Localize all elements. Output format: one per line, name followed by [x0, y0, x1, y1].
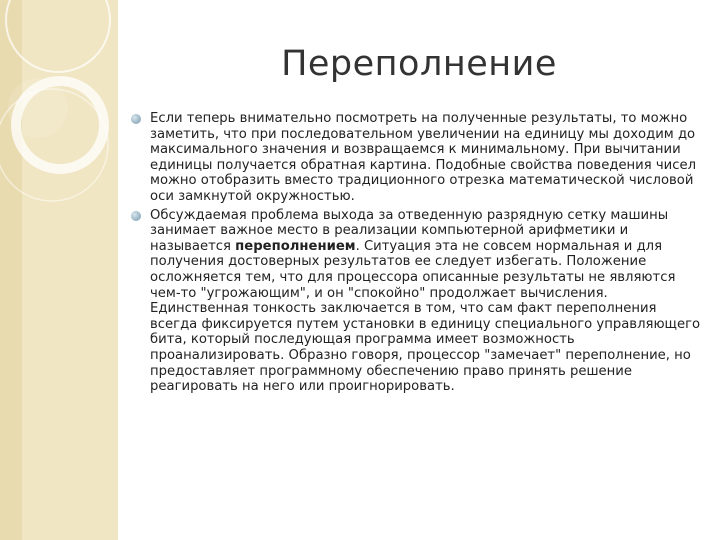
bullet-icon — [131, 211, 141, 221]
bullet-bold-term: переполнением — [235, 238, 356, 254]
slide — [118, 0, 720, 540]
bullet-item — [130, 111, 702, 205]
decorative-circles — [0, 0, 118, 540]
slide-title: Переполнение — [281, 44, 557, 84]
bullet-text-start: Обсуждаемая проблема выхода за отведенную разрядную сетку машины занимает важное место в реализации компьютерной арифметики и называется — [150, 207, 669, 254]
decorative-side-panel — [0, 0, 118, 540]
bullet-icon — [131, 114, 141, 124]
bullet-text: Если теперь внимательно посмотреть на полученные результаты, то можно заметить, что при последовательном увеличении на единицу мы доходим до максимального значения и возвращаемся к минимальному. При вычитании единицы получается обратная картина. Подобные свойства поведения чисел можно отобразить вместо традиционного отрезка математической числовой оси замкнутой окружностью. — [150, 111, 697, 204]
bullet-item — [130, 208, 702, 395]
bullet-text-end: . Ситуация эта не совсем нормальная и для получения достоверных результатов ее следует избегать. Положение осложняется тем, что для процессора описанные результаты не являются чем-то "угрожающим", и он "спокойно" продолжает вычисления. Единственная тонкость заключается в том, что сам факт переполнения всегда фиксируется путем установки в единицу специального управляющего бита, который последующая программа имеет возможность проанализировать. Образно говоря, процессор "замечает" переполнение, но предоставляет программному обеспечению право принять решение реагировать на него или проигнорировать. — [150, 238, 701, 395]
slide-content — [130, 111, 702, 398]
